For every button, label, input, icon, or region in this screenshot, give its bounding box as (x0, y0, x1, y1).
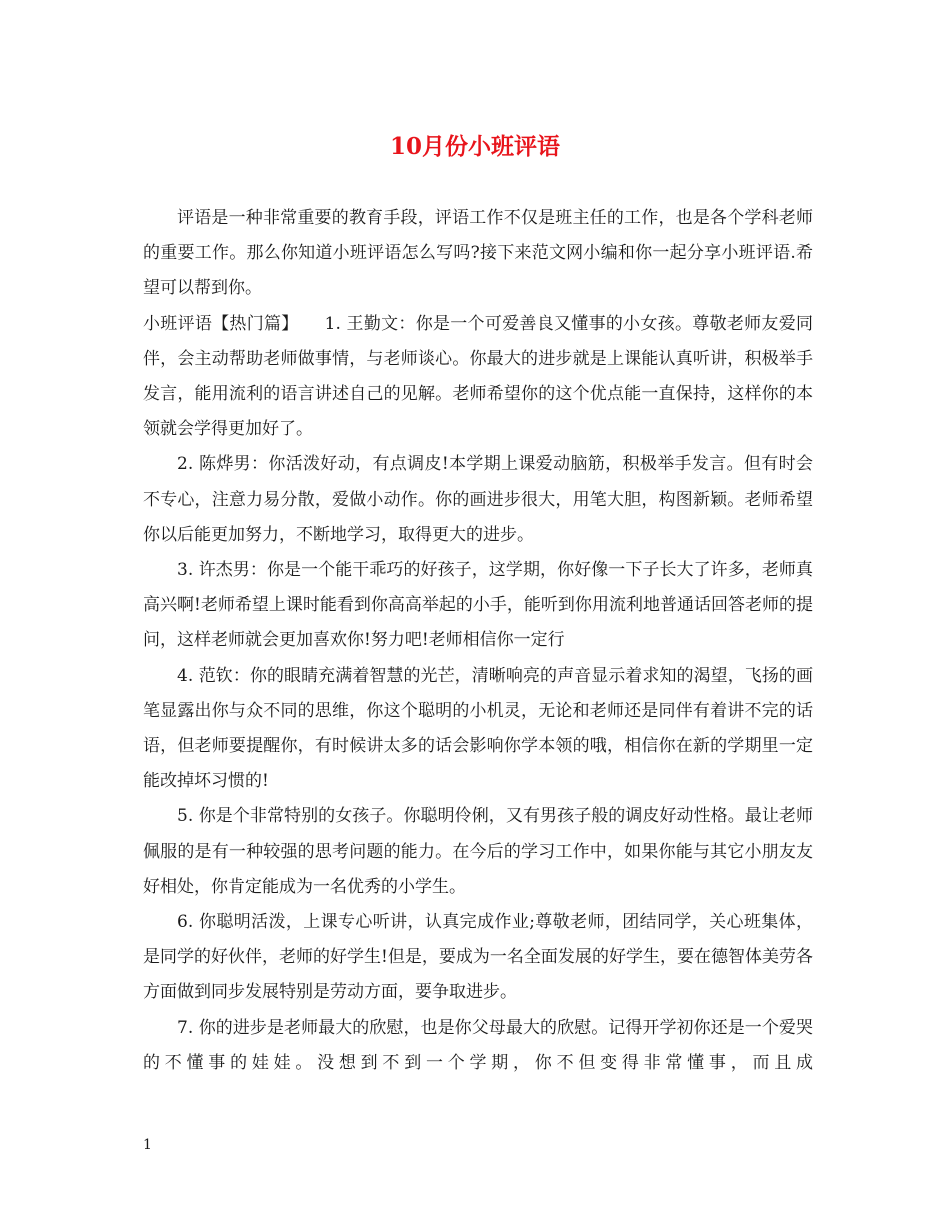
paragraph-2: 2. 陈烨男：你活泼好动，有点调皮!本学期上课爱动脑筋，积极举手发言。但有时会不专心，注意力易分散，爱做小动作。你的画进步很大，用笔大胆，构图新颖。老师希望你以后能更加努力，不断地学习，取得更大的进步。 (143, 454, 813, 545)
page-number: 1 (143, 1137, 152, 1153)
paragraph-5: 5. 你是个非常特别的女孩子。你聪明伶俐，又有男孩子般的调皮好动性格。最让老师佩服的是有一种较强的思考问题的能力。在今后的学习工作中，如果你能与其它小朋友友好相处，你肯定能成为一名优秀的小学生。 (143, 806, 813, 897)
paragraph-4: 4. 范钦：你的眼睛充满着智慧的光芒，清晰响亮的声音显示着求知的渴望，飞扬的画笔显露出你与众不同的思维，你这个聪明的小机灵，无论和老师还是同伴有着讲不完的话语，但老师要提醒你，有时候讲太多的话会影响你学本领的哦，相信你在新的学期里一定能改掉坏习惯的! (143, 665, 813, 792)
document-title: 10月份小班评语 (389, 133, 560, 160)
paragraph-7: 7. 你的进步是老师最大的欣慰，也是你父母最大的欣慰。记得开学初你还是一个爱哭的不懂事的娃娃。没想到不到一个学期，你不但变得非常懂事，而且成 (143, 1017, 813, 1073)
paragraph-3: 3. 许杰男：你是一个能干乖巧的好孩子，这学期，你好像一下子长大了许多，老师真高兴啊!老师希望上课时能看到你高高举起的小手，能听到你用流利地普通话回答老师的提问，这样老师就会更加喜欢你!努力吧!老师相信你一定行 (143, 560, 813, 651)
paragraph-1: 小班评语【热门篇】 1. 王勤文：你是一个可爱善良又懂事的小女孩。尊敬老师友爱同伴，会主动帮助老师做事情，与老师谈心。你最大的进步就是上课能认真听讲，积极举手发言，能用流利的语言讲述自己的见解。老师希望你的这个优点能一直保持，这样你的本领就会学得更加好了。 (143, 313, 813, 440)
paragraph-6: 6. 你聪明活泼，上课专心听讲，认真完成作业;尊敬老师，团结同学，关心班集体，是同学的好伙伴，老师的好学生!但是，要成为一名全面发展的好学生，要在德智体美劳各方面做到同步发展特别是劳动方面，要争取进步。 (143, 912, 813, 1003)
paragraph-intro: 评语是一种非常重要的教育手段，评语工作不仅是班主任的工作，也是各个学科老师的重要工作。那么你知道小班评语怎么写吗?接下来范文网小编和你一起分享小班评语.希望可以帮到你。 (143, 208, 813, 299)
document-body (143, 201, 813, 1081)
